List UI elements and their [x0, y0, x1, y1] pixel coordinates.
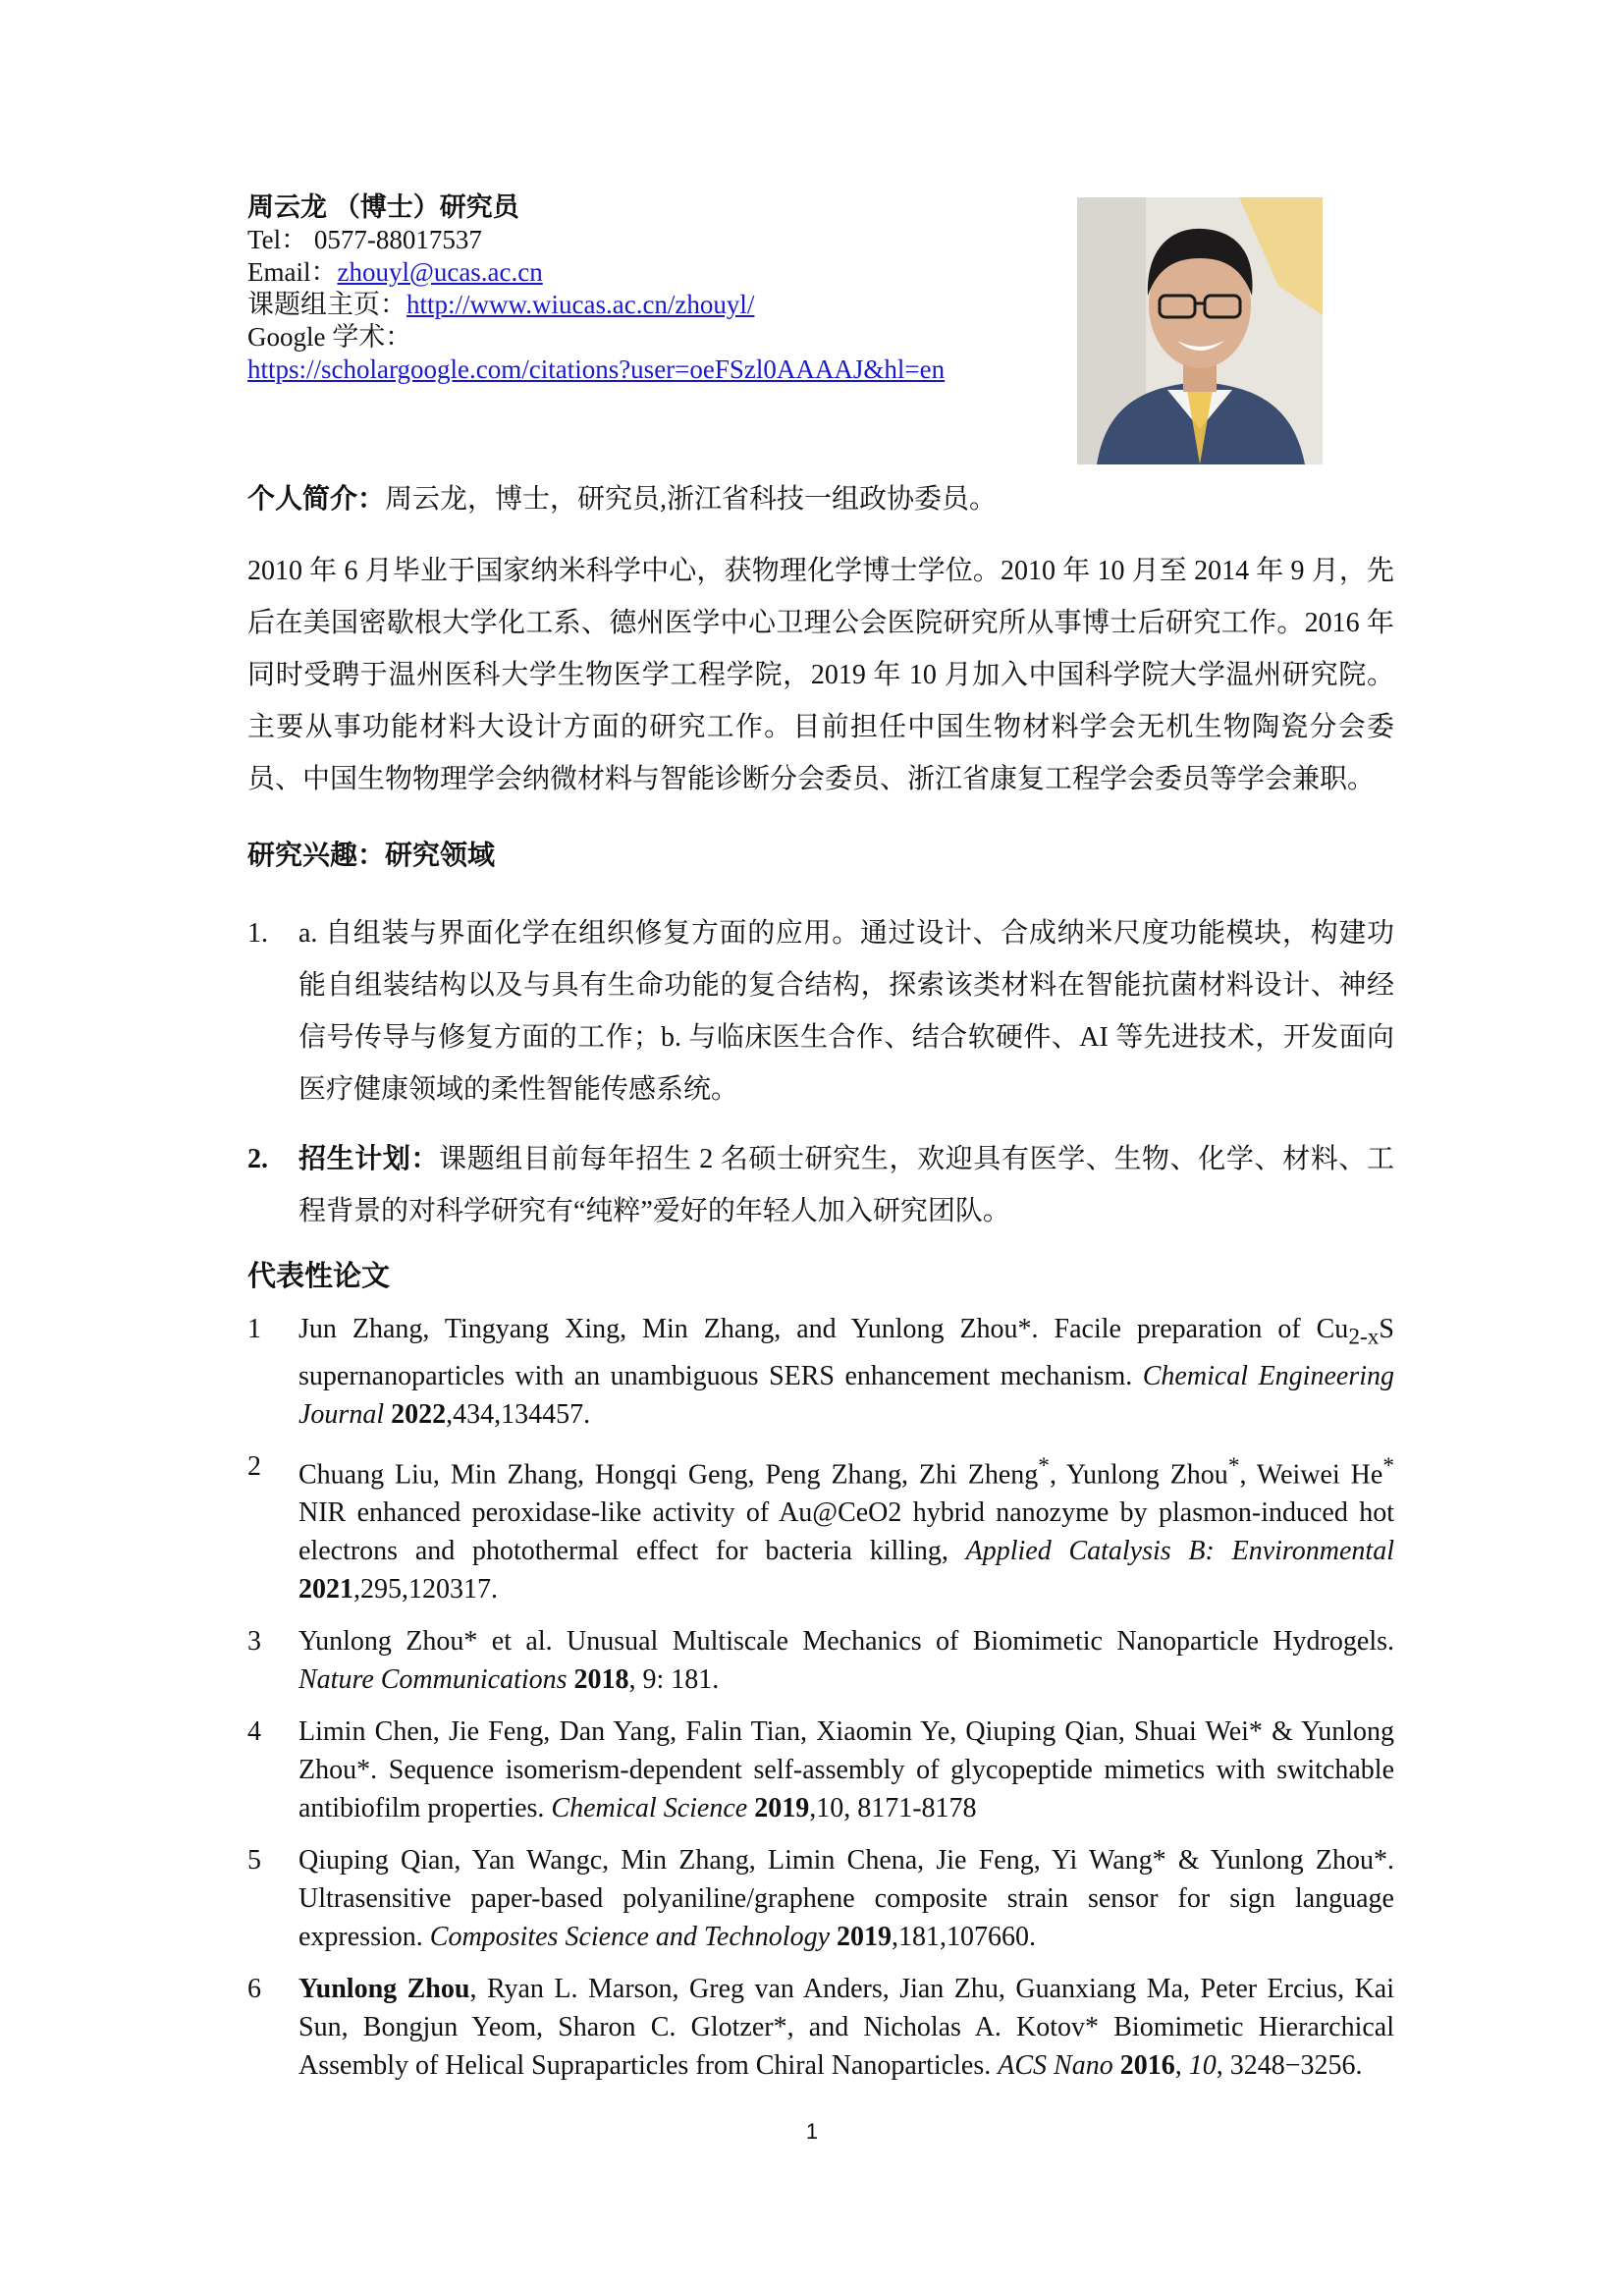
- paper-item: [247, 1447, 1394, 1608]
- portrait-image: [1077, 197, 1323, 464]
- paper-subscript: 2-x: [1348, 1324, 1380, 1350]
- document-page: [247, 191, 1394, 2098]
- papers-heading: 代表性论文: [247, 1261, 391, 1292]
- header-block: [247, 191, 1394, 466]
- paper-year: 2018: [573, 1663, 629, 1695]
- paper-volume-pages: ,295,120317.: [353, 1573, 498, 1605]
- paper-text: , Ryan L. Marson, Greg van Anders, Jian Zhu, Guanxiang Ma, Peter Ercius, Kai Sun, Bongjun Yeom, Sharon C. Glotzer*, and Nicholas A. Kotov* Biomimetic Hierarchical Assembly of Helical Supraparticles from Chiral Nanoparticles.: [298, 1973, 1394, 2081]
- paper-bold-author: Yunlong Zhou: [298, 1973, 470, 2004]
- homepage-link[interactable]: http://www.wiucas.ac.cn/zhouyl/: [406, 290, 755, 319]
- paper-text: Qiuping Qian, Yan Wangc, Min Zhang, Limin Chena, Jie Feng, Yi Wang* & Yunlong Zhou*. Ultrasensitive paper-based polyaniline/graphene composite strain sensor for sign language expression.: [298, 1844, 1394, 1952]
- paper-journal: Applied Catalysis B: Environmental: [965, 1535, 1394, 1566]
- paper-item: [247, 1310, 1394, 1434]
- paper-title: NIR enhanced peroxidase-like activity of Au@CeO2 hybrid nanozyme by plasmon-induced hot electrons and photothermal effect for bacteria killing,: [298, 1496, 1394, 1566]
- paper-year: 2016: [1119, 2049, 1175, 2081]
- profile-photo: [1077, 197, 1323, 464]
- contact-info: [247, 191, 1092, 386]
- scholar-label: Google 学术：: [247, 322, 412, 352]
- paper-number: 2: [247, 1450, 261, 1482]
- research-item-number: 2.: [247, 1144, 268, 1174]
- research-item-text: a. 自组装与界面化学在组织修复方面的应用。通过设计、合成纳米尺度功能模块，构建功能自组装结构以及与具有生命功能的复合结构，探索该类材料在智能抗菌材料设计、神经信号传导与修复方面的工作；b. 与临床医生合作、结合软硬件、AI 等先进技术，开发面向医疗健康领域的柔性智能传感系统。: [298, 918, 1394, 1105]
- paper-number: 6: [247, 1973, 261, 2004]
- paper-item: [247, 1841, 1394, 1956]
- research-list: [247, 907, 1394, 1237]
- tel-label: Tel：: [247, 225, 308, 254]
- bio-paragraph: 2010 年 6 月毕业于国家纳米科学中心，获物理化学博士学位。2010 年 10 月至 2014 年 9 月，先后在美国密歇根大学化工系、德州医学中心卫理公会医院研究所从事博士后研究工作。2016 年同时受聘于温州医科大学生物医学工程学院，2019 年 10 月加入中国科学院大学温州研究院。主要从事功能材料大设计方面的研究工作。目前担任中国生物材料学会无机生物陶瓷分会委员、中国生物物理学会纳微材料与智能诊断分会委员、浙江省康复工程学会委员等学会兼职。: [247, 556, 1394, 794]
- paper-text: Yunlong Zhou* et al. Unusual Multiscale Mechanics of Biomimetic Nanoparticle Hydrogels.: [298, 1625, 1394, 1657]
- research-item: [247, 1133, 1394, 1237]
- paper-item: 6 Yunlong Zhou, Ryan L. Marson, Greg van Anders, Jian Zhu, Guanxiang Ma, Peter Ercius, Kai Sun, Bongjun Yeom, Sharon C. Glotzer*, and Nicholas A. Kotov* Biomimetic Hierarchical Assembly of Helical Supraparticles from Chiral Nanoparticles. ACS Nano 2016, 10, 3248−3256.: [247, 1970, 1394, 2085]
- paper-text: Chuang Liu, Min Zhang, Hongqi Geng, Peng Zhang, Zhi Zheng: [298, 1458, 1039, 1490]
- paper-text: , Weiwei He: [1239, 1458, 1383, 1490]
- homepage-line: [247, 289, 1092, 321]
- intro-text: 周云龙，博士，研究员,浙江省科技一组政协委员。: [385, 484, 998, 515]
- paper-superscript: *: [1382, 1452, 1395, 1479]
- email-line: [247, 256, 1092, 289]
- paper-journal: Composites Science and Technology: [429, 1921, 830, 1952]
- paper-journal: ACS Nano: [998, 2049, 1113, 2081]
- scholar-link[interactable]: https://scholargoogle.com/citations?user=oeFSzl0AAAAJ&hl=en: [247, 354, 946, 384]
- paper-volume: 10: [1188, 2049, 1217, 2081]
- research-item: [247, 907, 1394, 1115]
- paper-number: 5: [247, 1844, 261, 1876]
- homepage-label: 课题组主页：: [247, 290, 406, 319]
- scholar-line: [247, 354, 1092, 386]
- name-title: 周云龙 （博士）研究员: [247, 192, 519, 222]
- paper-journal: Chemical Engineering Journal: [298, 1360, 1394, 1430]
- paper-year: 2019: [754, 1792, 810, 1823]
- tel-value: 0577-88017537: [313, 225, 482, 254]
- recruitment-text: 课题组目前每年招生 2 名硕士研究生，欢迎具有医学、生物、化学、材料、工程背景的对科学研究有“纯粹”爱好的年轻人加入研究团队。: [298, 1144, 1394, 1226]
- research-heading: 研究兴趣：研究领域: [247, 841, 496, 871]
- intro-label: 个人简介：: [247, 484, 386, 515]
- intro-line: [247, 480, 1394, 519]
- paper-year: 2019: [837, 1921, 892, 1952]
- paper-item: [247, 1622, 1394, 1699]
- tel-line: [247, 224, 1092, 256]
- paper-number: 3: [247, 1625, 261, 1657]
- page-number: 1: [805, 2119, 819, 2144]
- paper-superscript: *: [1038, 1452, 1050, 1479]
- paper-title: S supernanoparticles with an unambiguous SERS enhancement mechanism.: [298, 1314, 1394, 1391]
- paper-text: Limin Chen, Jie Feng, Dan Yang, Falin Tian, Xiaomin Ye, Qiuping Qian, Shuai Wei* & Yunlong Zhou*. Sequence isomerism-dependent self-assembly of glycopeptide mimetics with switchable antibiofilm properties.: [298, 1715, 1394, 1823]
- email-label: Email：: [247, 257, 338, 287]
- paper-volume-pages: ,181,107660.: [892, 1921, 1036, 1952]
- paper-volume-pages: , 3248−3256.: [1216, 2049, 1363, 2081]
- paper-item: [247, 1713, 1394, 1827]
- paper-journal: Nature Communications: [298, 1663, 568, 1695]
- recruitment-label: 招生计划：: [298, 1144, 440, 1174]
- paper-journal: Chemical Science: [551, 1792, 748, 1823]
- paper-text: , Yunlong Zhou: [1049, 1458, 1228, 1490]
- research-item-number: 1.: [247, 918, 268, 949]
- paper-superscript: *: [1227, 1452, 1240, 1479]
- papers-list: [247, 1310, 1394, 2085]
- paper-number: 1: [247, 1314, 261, 1344]
- paper-volume-pages: ,434,134457.: [446, 1398, 591, 1430]
- paper-volume-pages: ,10, 8171-8178: [809, 1792, 977, 1823]
- paper-year: 2021: [298, 1573, 353, 1605]
- paper-text: Jun Zhang, Tingyang Xing, Min Zhang, and Yunlong Zhou*. Facile preparation of Cu: [298, 1314, 1349, 1344]
- paper-year: 2022: [391, 1398, 447, 1430]
- email-link[interactable]: zhouyl@ucas.ac.cn: [337, 257, 543, 287]
- paper-volume-pages: , 9: 181.: [628, 1663, 720, 1695]
- paper-number: 4: [247, 1715, 261, 1747]
